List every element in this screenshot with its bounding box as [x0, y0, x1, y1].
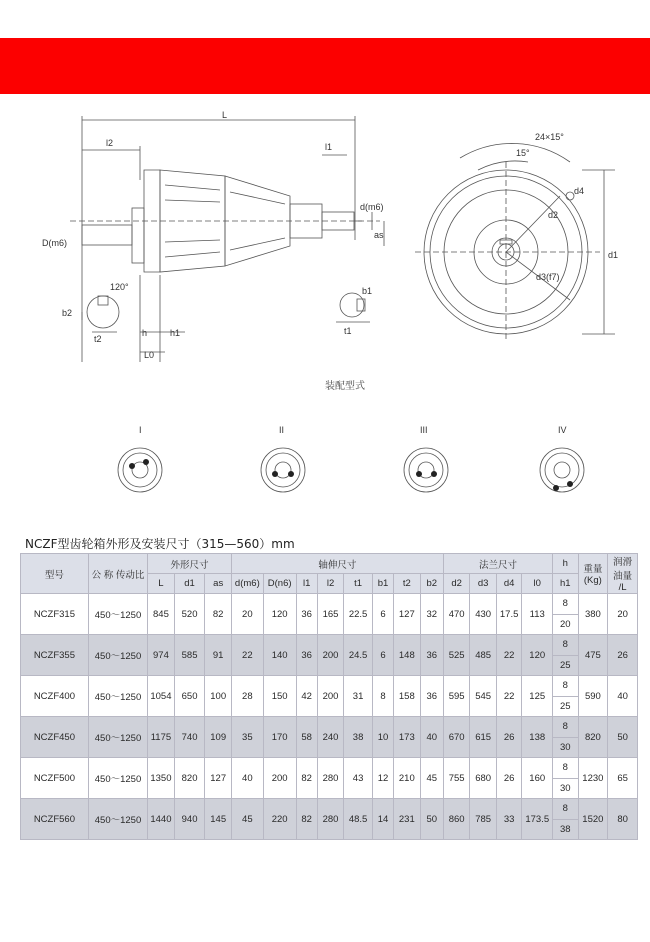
- label-bolt-pattern: 24×15°: [535, 132, 564, 142]
- dimension-table: [20, 553, 638, 840]
- label-15: 15°: [516, 148, 530, 158]
- table-row: [21, 799, 638, 820]
- cell-oil: 20: [608, 594, 638, 635]
- cell-l2: 200: [317, 676, 344, 717]
- label-L0: L0: [144, 350, 155, 360]
- cell-l1: 82: [296, 799, 317, 840]
- cell-ratio: 450～1250: [88, 799, 147, 840]
- label-d4: d4: [574, 186, 585, 196]
- cell-ratio: 450～1250: [88, 758, 147, 799]
- cell-model: NCZF450: [21, 717, 89, 758]
- col-L: L: [148, 574, 175, 594]
- cell-h1: 25: [553, 696, 578, 717]
- cell-l1: 58: [296, 717, 317, 758]
- cell-weight: 380: [578, 594, 608, 635]
- cell-b1: 8: [372, 676, 393, 717]
- cell-h: 8: [553, 799, 578, 820]
- cell-h: 8: [553, 635, 578, 656]
- cell-t1: 22.5: [344, 594, 373, 635]
- cell-weight: 1520: [578, 799, 608, 840]
- cell-d1: 940: [174, 799, 205, 840]
- cell-h1: 20: [553, 614, 578, 635]
- cell-d: 20: [231, 594, 263, 635]
- label-l1: l1: [325, 142, 333, 152]
- cell-d: 40: [231, 758, 263, 799]
- cell-l0: 113: [522, 594, 553, 635]
- col-t2: t2: [394, 574, 421, 594]
- cell-as: 127: [205, 758, 232, 799]
- cell-L: 845: [148, 594, 175, 635]
- col-d: d(m6): [231, 574, 263, 594]
- cell-d1: 740: [174, 717, 205, 758]
- cell-b2: 40: [420, 717, 443, 758]
- header-banner: [0, 38, 650, 94]
- cell-d2: 595: [443, 676, 470, 717]
- col-l2: l2: [317, 574, 344, 594]
- cell-b1: 6: [372, 635, 393, 676]
- cell-l0: 173.5: [522, 799, 553, 840]
- cell-L: 1175: [148, 717, 175, 758]
- assembly-caption: 装配型式: [325, 381, 365, 392]
- cell-model: NCZF560: [21, 799, 89, 840]
- label-d: d(m6): [360, 202, 384, 212]
- label-t1: t1: [344, 326, 352, 336]
- cell-oil: 65: [608, 758, 638, 799]
- header-h: h: [553, 554, 578, 574]
- assembly-III: III: [420, 425, 428, 435]
- cell-model: NCZF315: [21, 594, 89, 635]
- cell-h1: 25: [553, 655, 578, 676]
- cell-d2: 670: [443, 717, 470, 758]
- cell-weight: 475: [578, 635, 608, 676]
- cell-d2: 525: [443, 635, 470, 676]
- cell-oil: 50: [608, 717, 638, 758]
- header-ratio: 公 称 传动比: [88, 554, 147, 594]
- cell-oil: 80: [608, 799, 638, 840]
- cell-t2: 127: [394, 594, 421, 635]
- cell-h: 8: [553, 717, 578, 738]
- cell-h: 8: [553, 676, 578, 697]
- cell-ratio: 450～1250: [88, 717, 147, 758]
- cell-d3: 615: [470, 717, 497, 758]
- col-t1: t1: [344, 574, 373, 594]
- cell-d3: 545: [470, 676, 497, 717]
- cell-b2: 36: [420, 676, 443, 717]
- assembly-IV: IV: [558, 425, 567, 435]
- cell-b1: 6: [372, 594, 393, 635]
- cell-l1: 42: [296, 676, 317, 717]
- cell-as: 145: [205, 799, 232, 840]
- cell-model: NCZF400: [21, 676, 89, 717]
- label-120: 120°: [110, 282, 129, 292]
- cell-oil: 40: [608, 676, 638, 717]
- header-model: 型号: [21, 554, 89, 594]
- cell-as: 100: [205, 676, 232, 717]
- cell-ratio: 450～1250: [88, 676, 147, 717]
- assembly-I: I: [139, 425, 142, 435]
- cell-L: 1440: [148, 799, 175, 840]
- cell-l1: 36: [296, 594, 317, 635]
- label-b2: b2: [62, 308, 73, 318]
- col-h1: h1: [553, 574, 578, 594]
- cell-t1: 43: [344, 758, 373, 799]
- table-row: [21, 758, 638, 779]
- table-title: NCZF型齿轮箱外形及安装尺寸（315—560）mm: [25, 537, 295, 551]
- cell-t2: 158: [394, 676, 421, 717]
- cell-h: 8: [553, 758, 578, 779]
- cell-d1: 650: [174, 676, 205, 717]
- cell-d2: 860: [443, 799, 470, 840]
- col-b1: b1: [372, 574, 393, 594]
- table-body: [21, 594, 638, 840]
- cell-b2: 50: [420, 799, 443, 840]
- cell-d2: 755: [443, 758, 470, 799]
- cell-as: 82: [205, 594, 232, 635]
- cell-d: 28: [231, 676, 263, 717]
- label-as: as: [374, 230, 384, 240]
- cell-L: 1350: [148, 758, 175, 799]
- cell-t2: 148: [394, 635, 421, 676]
- cell-h1: 30: [553, 737, 578, 758]
- cell-t1: 48.5: [344, 799, 373, 840]
- header-flange: 法兰尺寸: [443, 554, 552, 574]
- label-b1: b1: [362, 286, 373, 296]
- header-weight: 重量 (Kg): [578, 554, 608, 594]
- dimension-table-wrap: [20, 553, 638, 865]
- cell-d3: 680: [470, 758, 497, 799]
- cell-model: NCZF500: [21, 758, 89, 799]
- cell-weight: 820: [578, 717, 608, 758]
- cell-t1: 24.5: [344, 635, 373, 676]
- cell-d: 35: [231, 717, 263, 758]
- cell-D: 200: [263, 758, 296, 799]
- col-b2: b2: [420, 574, 443, 594]
- cell-d4: 26: [496, 758, 521, 799]
- col-D: D(n6): [263, 574, 296, 594]
- label-h: h: [142, 328, 148, 338]
- cell-l0: 125: [522, 676, 553, 717]
- cell-l0: 138: [522, 717, 553, 758]
- label-D: D(m6): [42, 238, 67, 248]
- cell-t1: 38: [344, 717, 373, 758]
- col-d4: d4: [496, 574, 521, 594]
- cell-l1: 36: [296, 635, 317, 676]
- cell-l2: 200: [317, 635, 344, 676]
- cell-d4: 22: [496, 635, 521, 676]
- cell-as: 109: [205, 717, 232, 758]
- cell-h: 8: [553, 594, 578, 615]
- cell-d: 45: [231, 799, 263, 840]
- cell-b1: 12: [372, 758, 393, 799]
- cell-l0: 120: [522, 635, 553, 676]
- col-as: as: [205, 574, 232, 594]
- label-t2: t2: [94, 334, 102, 344]
- cell-l2: 165: [317, 594, 344, 635]
- cell-d4: 22: [496, 676, 521, 717]
- cell-l2: 280: [317, 758, 344, 799]
- cell-L: 1054: [148, 676, 175, 717]
- cell-model: NCZF355: [21, 635, 89, 676]
- cell-d: 22: [231, 635, 263, 676]
- cell-D: 140: [263, 635, 296, 676]
- table-row: [21, 594, 638, 615]
- cell-d1: 520: [174, 594, 205, 635]
- technical-drawing: [0, 100, 650, 540]
- table-row: [21, 635, 638, 656]
- cell-t2: 210: [394, 758, 421, 799]
- cell-b1: 10: [372, 717, 393, 758]
- cell-as: 91: [205, 635, 232, 676]
- cell-h1: 38: [553, 819, 578, 840]
- cell-D: 120: [263, 594, 296, 635]
- cell-d4: 33: [496, 799, 521, 840]
- cell-d4: 26: [496, 717, 521, 758]
- cell-d4: 17.5: [496, 594, 521, 635]
- col-d2: d2: [443, 574, 470, 594]
- cell-l1: 82: [296, 758, 317, 799]
- label-d1: d1: [608, 250, 619, 260]
- col-d3: d3: [470, 574, 497, 594]
- cell-t2: 231: [394, 799, 421, 840]
- cell-ratio: 450～1250: [88, 594, 147, 635]
- cell-D: 170: [263, 717, 296, 758]
- cell-d3: 430: [470, 594, 497, 635]
- cell-d2: 470: [443, 594, 470, 635]
- cell-b2: 45: [420, 758, 443, 799]
- cell-t1: 31: [344, 676, 373, 717]
- cell-l0: 160: [522, 758, 553, 799]
- col-l0: l0: [522, 574, 553, 594]
- label-l2: l2: [106, 138, 114, 148]
- cell-d3: 485: [470, 635, 497, 676]
- cell-b2: 32: [420, 594, 443, 635]
- label-h1: h1: [170, 328, 181, 338]
- label-d3: d3(f7): [536, 272, 560, 282]
- header-outline: 外形尺寸: [148, 554, 232, 574]
- cell-l2: 240: [317, 717, 344, 758]
- table-row: [21, 717, 638, 738]
- header-oil: 润滑 油量 /L: [608, 554, 638, 594]
- cell-l2: 280: [317, 799, 344, 840]
- col-l1: l1: [296, 574, 317, 594]
- cell-D: 220: [263, 799, 296, 840]
- assembly-II: II: [279, 425, 285, 435]
- col-d1: d1: [174, 574, 205, 594]
- cell-b1: 14: [372, 799, 393, 840]
- cell-D: 150: [263, 676, 296, 717]
- cell-oil: 26: [608, 635, 638, 676]
- label-d2: d2: [548, 210, 559, 220]
- cell-t2: 173: [394, 717, 421, 758]
- cell-weight: 1230: [578, 758, 608, 799]
- label-L: L: [222, 110, 228, 120]
- cell-b2: 36: [420, 635, 443, 676]
- table-row: [21, 676, 638, 697]
- cell-h1: 30: [553, 778, 578, 799]
- cell-d1: 585: [174, 635, 205, 676]
- cell-weight: 590: [578, 676, 608, 717]
- cell-L: 974: [148, 635, 175, 676]
- cell-d1: 820: [174, 758, 205, 799]
- cell-ratio: 450～1250: [88, 635, 147, 676]
- cell-d3: 785: [470, 799, 497, 840]
- header-shaft: 轴伸尺寸: [231, 554, 443, 574]
